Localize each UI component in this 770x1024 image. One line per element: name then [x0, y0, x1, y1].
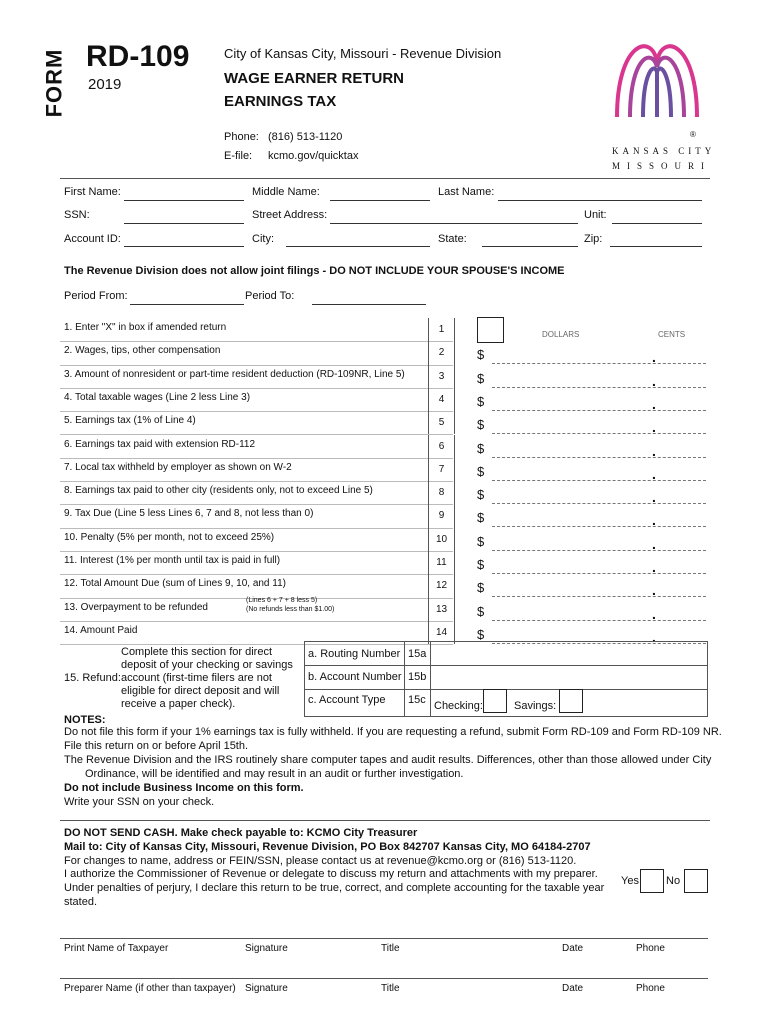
last-name-label: Last Name: — [438, 186, 495, 198]
line-item-number: 11 — [428, 551, 455, 574]
state-field[interactable] — [482, 246, 578, 247]
line-item-number: 2 — [428, 341, 455, 364]
checking-checkbox[interactable] — [483, 689, 507, 713]
dollar-sign: $ — [477, 463, 485, 479]
dollar-sign: $ — [477, 533, 485, 549]
period-from-field[interactable] — [130, 304, 244, 305]
line-item-label: 11. Interest (1% per month until tax is paid in full) — [64, 555, 281, 566]
logo-arc-5 — [643, 68, 657, 117]
notes-p5: Write your SSN on your check. — [64, 796, 215, 808]
preparer-signature-line[interactable] — [60, 978, 708, 979]
routing-number-field[interactable] — [432, 642, 704, 664]
phone-value: (816) 513-1120 — [268, 131, 343, 143]
refund-col-divider-2 — [430, 641, 431, 716]
refund-desc-4: eligible for direct deposit and will — [121, 685, 280, 697]
dollars-header: DOLLARS — [542, 330, 580, 339]
amount-field[interactable] — [492, 387, 706, 388]
state-label: State: — [438, 233, 467, 245]
authorize-yes-checkbox[interactable] — [640, 869, 664, 893]
savings-checkbox[interactable] — [559, 689, 583, 713]
account-id-label: Account ID: — [64, 233, 121, 245]
dollar-sign: $ — [477, 603, 485, 619]
no-label: No — [666, 875, 681, 887]
perjury-statement-2: stated. — [64, 896, 98, 908]
dollar-sign: $ — [477, 626, 485, 642]
dollar-sign: $ — [477, 440, 485, 456]
line-item-number: 12 — [428, 574, 455, 597]
form-label-vertical — [34, 48, 94, 118]
joint-filing-notice: The Revenue Division does not allow joint filings - DO NOT INCLUDE YOUR SPOUSE'S INCOME — [64, 265, 565, 277]
notes-p3b: Ordinance, will be identified and may result in an audit or further investigation. — [85, 768, 464, 780]
amount-field[interactable] — [492, 526, 706, 527]
account-type-label: c. Account Type — [308, 694, 386, 706]
efile-label: E-file: — [224, 150, 253, 162]
notes-p3a: The Revenue Division and the IRS routinely share computer tapes and audit results. Differences, other than those allowed under City — [64, 754, 712, 766]
phone-label: Phone: — [224, 131, 259, 143]
dollar-sign: $ — [477, 417, 485, 433]
line-item-label: 1. Enter "X" in box if amended return — [64, 322, 227, 333]
line-item-row — [60, 551, 453, 575]
decimal-point: . — [652, 512, 656, 529]
dollar-sign: $ — [477, 557, 485, 572]
header-divider — [60, 178, 710, 179]
amended-return-checkbox[interactable] — [477, 317, 504, 343]
period-to-label: Period To: — [245, 290, 295, 302]
period-to-field[interactable] — [312, 304, 426, 305]
zip-field[interactable] — [610, 246, 702, 247]
line-item-number: 14 — [428, 621, 455, 644]
line-item-number: 13 — [428, 598, 455, 621]
notes-p4: Do not include Business Income on this form. — [64, 782, 304, 794]
logo-text-1: KANSAS CITY — [612, 146, 716, 156]
routing-label: a. Routing Number — [308, 648, 401, 660]
line-item-row — [60, 458, 453, 482]
line-item-label: 14. Amount Paid — [64, 624, 138, 636]
footer-divider — [60, 820, 710, 821]
line-item-row — [60, 411, 453, 435]
authorize-no-checkbox[interactable] — [684, 869, 708, 893]
amount-field[interactable] — [492, 620, 706, 621]
line-item-number: 6 — [428, 435, 455, 458]
taxpayer-phone-label: Phone — [636, 943, 665, 954]
line-item-number: 5 — [428, 411, 455, 434]
logo-text-2: MISSOURI — [612, 161, 712, 171]
taxpayer-title-label: Title — [381, 943, 400, 954]
line-item-number: 1 — [428, 318, 455, 341]
unit-field[interactable] — [612, 223, 702, 224]
account-type-num: 15c — [408, 694, 426, 706]
line-item-row — [60, 435, 453, 459]
account-number-field[interactable] — [432, 666, 704, 688]
dollar-sign: $ — [477, 370, 485, 386]
line-item-number: 10 — [428, 528, 455, 551]
line-item-label: 8. Earnings tax paid to other city (residents only, not to exceed Line 5) — [64, 485, 373, 497]
taxpayer-date-label: Date — [562, 943, 584, 954]
notes-title: NOTES: — [64, 714, 106, 726]
zip-label: Zip: — [584, 233, 603, 245]
amount-field[interactable] — [492, 550, 706, 551]
amount-field[interactable] — [492, 410, 706, 411]
perjury-statement-1: Under penalties of perjury, I declare this return to be true, correct, and complete accounting for the taxable year — [64, 882, 605, 894]
first-name-label: First Name: — [64, 186, 121, 198]
kansas-city-fountain-logo — [612, 22, 702, 130]
line-item-label: 2. Wages, tips, other compensation — [64, 345, 221, 357]
preparer-title-label: Title — [381, 983, 400, 994]
mailing-address: Mail to: City of Kansas City, Missouri, Revenue Division, PO Box 842707 Kansas City, MO 64184-2707 — [64, 841, 591, 853]
amount-field[interactable] — [492, 480, 706, 481]
taxpayer-name-label: Print Name of Taxpayer — [64, 943, 169, 954]
line13-note2: (No refunds less than $1.00) — [246, 606, 335, 613]
preparer-phone-label: Phone — [636, 983, 665, 994]
line-item-row — [60, 504, 453, 528]
line-item-row — [60, 388, 453, 412]
dollar-sign: $ — [477, 347, 485, 363]
refund-desc-1: Complete this section for direct — [121, 646, 273, 658]
changes-contact: For changes to name, address or FEIN/SSN, please contact us at revenue@kcmo.org or (816) 513-1120. — [64, 855, 577, 867]
logo-registered: ® — [690, 130, 696, 139]
dollar-sign: $ — [477, 393, 485, 409]
form-year: 2019 — [88, 76, 122, 93]
no-cash-notice: DO NOT SEND CASH. Make check payable to: KCMO City Treasurer — [64, 827, 418, 839]
decimal-point: . — [652, 349, 656, 366]
line-item-label: 9. Tax Due (Line 5 less Lines 6, 7 and 8, not less than 0) — [64, 508, 314, 520]
amount-field[interactable] — [492, 363, 706, 364]
account-num: 15b — [408, 671, 427, 683]
refund-desc-3: account (first-time filers are not — [121, 672, 272, 684]
unit-label: Unit: — [584, 209, 607, 221]
line-item-row — [60, 574, 453, 598]
ssn-label: SSN: — [64, 209, 90, 221]
line-item-number: 3 — [428, 365, 455, 388]
decimal-point: . — [652, 489, 656, 506]
taxpayer-signature-label: Signature — [245, 943, 288, 954]
amount-field[interactable] — [492, 433, 706, 434]
routing-num: 15a — [408, 648, 427, 660]
ssn-field[interactable] — [124, 223, 244, 224]
preparer-name-label: Preparer Name (if other than taxpayer) — [64, 983, 236, 994]
refund-desc-2: deposit of your checking or savings — [121, 659, 293, 671]
amount-field[interactable] — [492, 503, 706, 504]
last-name-field[interactable] — [498, 200, 702, 201]
first-name-field[interactable] — [124, 200, 244, 201]
dollar-sign: $ — [477, 510, 485, 526]
line-item-label: 12. Total Amount Due (sum of Lines 9, 10, and 11) — [64, 578, 286, 590]
line-item-label: 7. Local tax withheld by employer as shown on W-2 — [64, 461, 292, 473]
line-item-row — [60, 318, 453, 342]
middle-name-label: Middle Name: — [252, 186, 320, 198]
form-title-1: WAGE EARNER RETURN — [224, 70, 405, 87]
account-id-field[interactable] — [124, 246, 244, 247]
decimal-point: . — [652, 535, 656, 552]
dollar-sign: $ — [477, 487, 485, 503]
form-number: RD-109 — [86, 40, 190, 73]
amount-field[interactable] — [492, 573, 706, 574]
checking-label: Checking: — [434, 700, 483, 712]
decimal-point: . — [652, 372, 656, 389]
line-item-number: 7 — [428, 458, 455, 481]
line-item-label: 13. Overpayment to be refunded — [64, 601, 208, 613]
line-item-row — [60, 365, 453, 389]
preparer-date-label: Date — [562, 983, 584, 994]
amount-field[interactable] — [492, 596, 706, 597]
city-field[interactable] — [286, 246, 430, 247]
line-item-row — [60, 528, 453, 552]
savings-label: Savings: — [514, 700, 557, 712]
line-item-label: 6. Earnings tax paid with extension RD-112 — [64, 438, 256, 450]
line-item-number: 4 — [428, 388, 455, 411]
logo-arc-6 — [657, 68, 671, 117]
decimal-point: . — [652, 395, 656, 412]
preparer-signature-label: Signature — [245, 983, 288, 994]
line-item-label: 5. Earnings tax (1% of Line 4) — [64, 415, 196, 427]
period-from-label: Period From: — [64, 290, 128, 302]
authorize-statement: I authorize the Commissioner of Revenue or delegate to discuss my return and attachments with my preparer. — [64, 868, 598, 880]
decimal-point: . — [652, 605, 656, 622]
cents-header: CENTS — [658, 330, 686, 339]
refund-col-divider-1 — [404, 641, 405, 716]
notes-p1: Do not file this form if your 1% earnings tax is fully withheld. If you are requesting a refund, submit Form RD-109 and Form RD-109 NR. — [64, 726, 722, 738]
taxpayer-signature-line[interactable] — [60, 938, 708, 939]
line-item-number: 9 — [428, 504, 455, 527]
city-label: City: — [252, 233, 274, 245]
refund-desc-5: receive a paper check). — [121, 698, 236, 710]
decimal-point: . — [652, 559, 656, 575]
form-word: FORM — [41, 48, 67, 118]
decimal-point: . — [652, 628, 656, 645]
street-field[interactable] — [330, 223, 578, 224]
notes-p2: File this return on or before April 15th. — [64, 740, 249, 752]
decimal-point: . — [652, 465, 656, 482]
line-item-number: 8 — [428, 481, 455, 504]
dollar-sign: $ — [477, 580, 485, 596]
line13-note1: (Lines 6 + 7 + 8 less 5) — [246, 597, 318, 604]
agency-name: City of Kansas City, Missouri - Revenue Division — [224, 46, 502, 61]
decimal-point: . — [652, 442, 656, 459]
line-item-label: 3. Amount of nonresident or part-time resident deduction (RD-109NR, Line 5) — [64, 368, 405, 380]
form-title-2: EARNINGS TAX — [224, 93, 337, 110]
account-label: b. Account Number — [308, 671, 402, 683]
decimal-point: . — [652, 419, 656, 436]
line-item-row — [60, 341, 453, 365]
efile-value: kcmo.gov/quicktax — [268, 150, 359, 162]
refund-label: 15. Refund: — [64, 672, 121, 684]
middle-name-field[interactable] — [330, 200, 430, 201]
decimal-point: . — [652, 582, 656, 599]
amount-field[interactable] — [492, 457, 706, 458]
line-item-row — [60, 481, 453, 505]
yes-label: Yes — [621, 875, 639, 887]
street-label: Street Address: — [252, 209, 328, 221]
line-item-label: 4. Total taxable wages (Line 2 less Line 3) — [64, 391, 251, 403]
line-item-label: 10. Penalty (5% per month, not to exceed 25%) — [64, 531, 275, 543]
